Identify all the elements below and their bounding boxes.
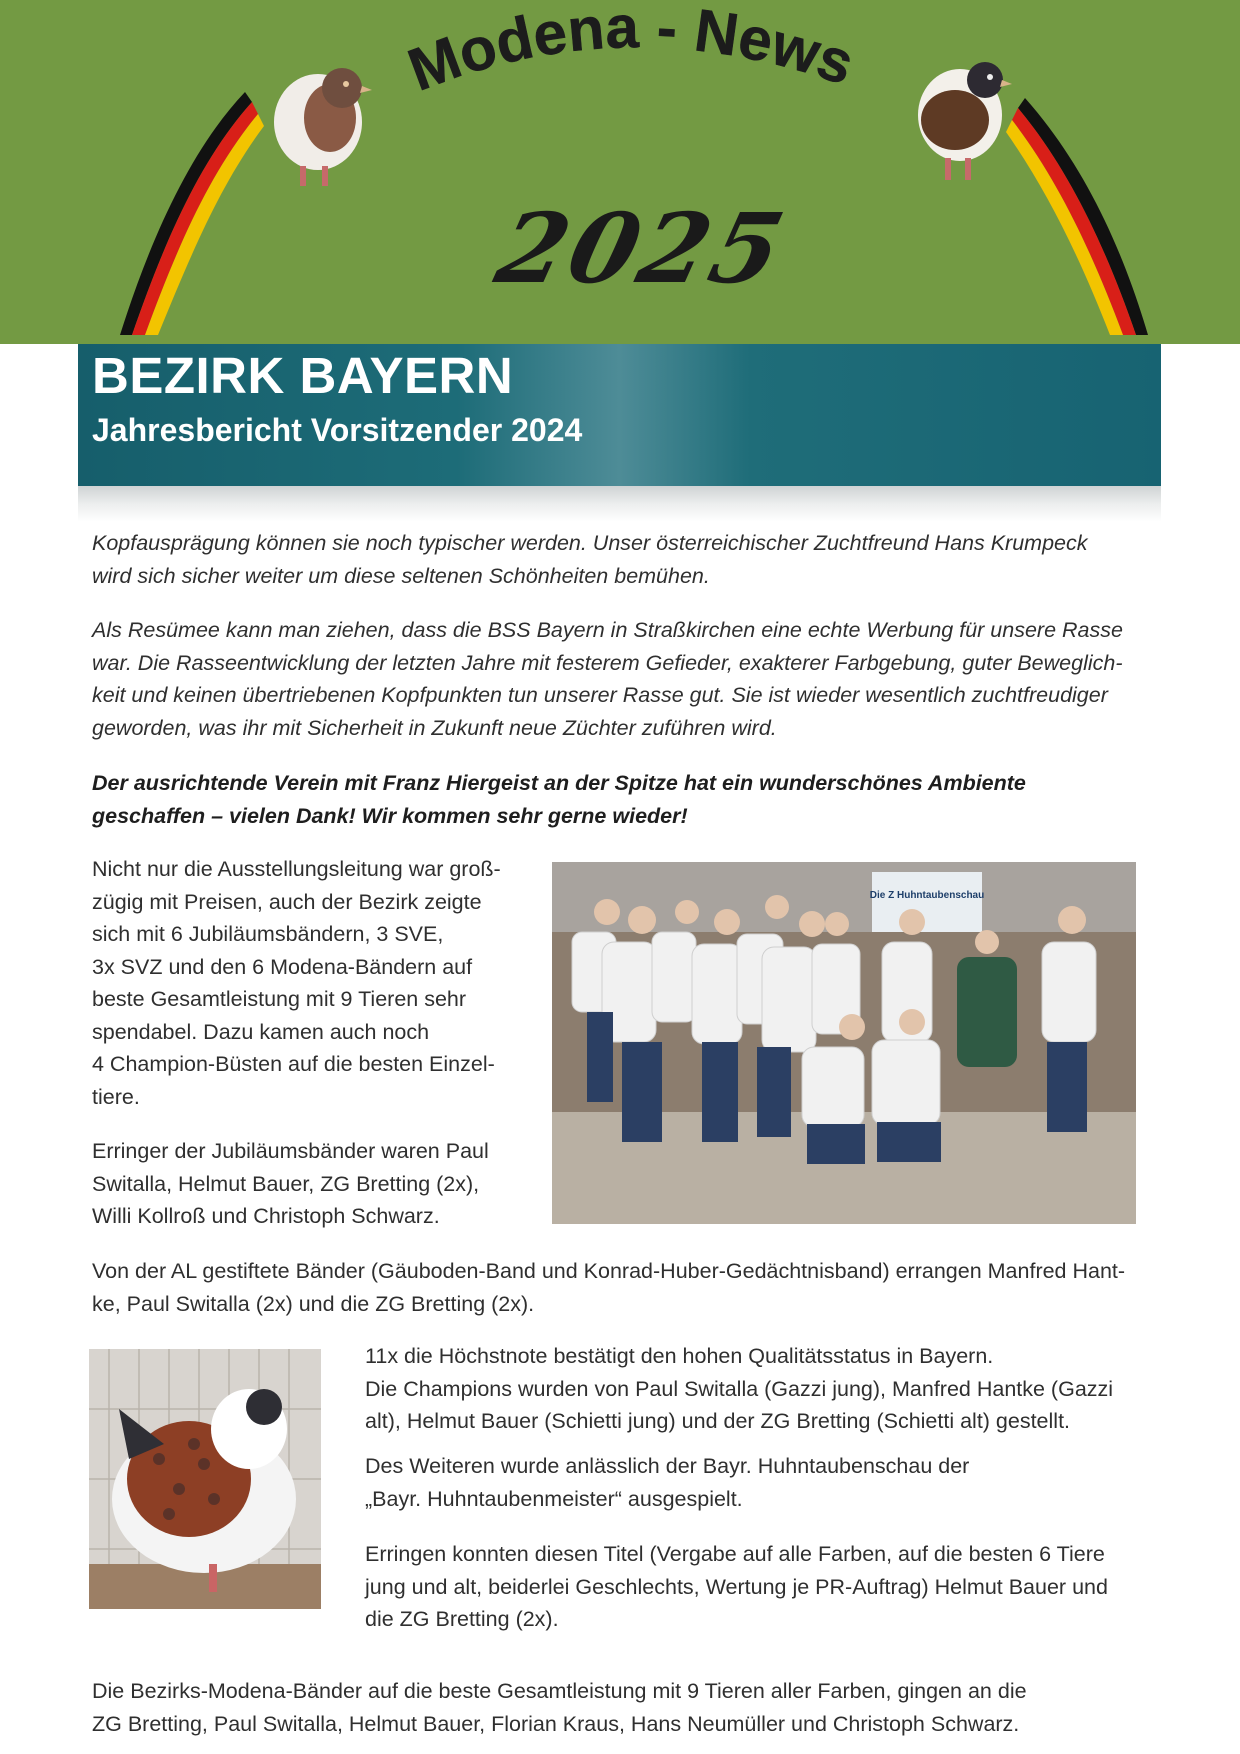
paragraph-thanks xyxy=(92,767,1172,832)
text-line: Die Bezirks-Modena-Bänder auf die beste Gesamtleistung mit 9 Tieren aller Farben, gingen an die xyxy=(92,1679,1027,1703)
german-flag-right-icon xyxy=(1006,98,1148,335)
text-line: beste Gesamtleistung mit 9 Tieren sehr xyxy=(92,987,467,1011)
paragraph-summary xyxy=(92,614,1172,744)
text-line: Nicht nur die Ausstellungsleitung war groß- xyxy=(92,857,501,881)
text-line: 3x SVZ und den 6 Modena-Bändern auf xyxy=(92,954,473,979)
banner-title: Modena - News xyxy=(399,0,862,104)
text-line: Die Champions wurden von Paul Switalla (Gazzi jung), Manfred Hantke (Gazzi xyxy=(365,1376,1114,1401)
text-line: Des Weiteren wurde anlässlich der Bayr. Huhntaubenschau der xyxy=(365,1454,970,1478)
text-line: Der ausrichtende Verein mit Franz Hiergeist an der Spitze hat ein wunderschönes Ambiente xyxy=(92,771,1026,795)
text-line: war. Die Rasseentwicklung der letzten Jahre mit festerem Gefieder, exakterer Farbgebung, guter Beweglich- xyxy=(92,650,1123,675)
group-photo xyxy=(552,862,1136,1224)
text-line: ke, Paul Switalla (2x) und die ZG Bretting (2x). xyxy=(92,1291,535,1316)
text-line: ZG Bretting, Paul Switalla, Helmut Bauer, Florian Kraus, Hans Neumüller und Christoph Schwarz. xyxy=(92,1711,1020,1736)
paragraph-al-bands xyxy=(92,1255,1172,1320)
section-title-bar xyxy=(78,344,1161,486)
german-flag-left-icon xyxy=(120,92,264,335)
text-line: spendabel. Dazu kamen auch noch xyxy=(92,1019,430,1044)
section-subtitle: Jahresbericht Vorsitzender 2024 xyxy=(92,412,583,448)
paragraph-head-shape xyxy=(92,527,1172,592)
header-banner xyxy=(0,0,1240,344)
text-line: Erringer der Jubiläumsbänder waren Paul xyxy=(92,1139,489,1163)
text-line: „Bayr. Huhntaubenmeister“ ausgespielt. xyxy=(365,1486,743,1511)
text-line: Von der AL gestiftete Bänder (Gäuboden-Band und Konrad-Huber-Gedächtnisband) errangen Manfred Hant- xyxy=(92,1259,1126,1283)
banner-year: 2025 xyxy=(486,191,798,305)
text-line: jung und alt, beiderlei Geschlechts, Wertung je PR-Auftrag) Helmut Bauer und xyxy=(365,1574,1108,1599)
text-line: geworden, was ihr mit Sicherheit in Zukunft neue Züchter zuführen wird. xyxy=(92,715,777,740)
pigeon-photo-image xyxy=(89,1349,321,1609)
paragraph-district-bands xyxy=(92,1675,1172,1740)
text-line: tiere. xyxy=(92,1084,140,1109)
title-bar-shadow xyxy=(78,486,1161,522)
pigeon-photo xyxy=(89,1349,321,1609)
section-title: BEZIRK BAYERN xyxy=(92,347,514,404)
paragraph-title-winners xyxy=(365,1538,1175,1636)
text-line: die ZG Bretting (2x). xyxy=(365,1607,559,1631)
text-line: sich mit 6 Jubiläumsbändern, 3 SVE, xyxy=(92,922,444,946)
photo-banner-text: Die Z Huhntaubenschau xyxy=(869,890,985,901)
paragraph-huhntauben xyxy=(365,1450,1175,1515)
text-line: Switalla, Helmut Bauer, ZG Bretting (2x), xyxy=(92,1171,480,1196)
text-line: alt), Helmut Bauer (Schietti jung) und der ZG Bretting (Schietti alt) gestellt. xyxy=(365,1409,1071,1433)
pigeon-right-icon xyxy=(918,62,1012,180)
text-line: Kopfausprägung können sie noch typischer werden. Unser österreichischer Zuchtfreund Hans Krumpeck xyxy=(92,531,1088,555)
text-line: wird sich sicher weiter um diese seltenen Schönheiten bemühen. xyxy=(92,563,710,588)
text-line: geschaffen – vielen Dank! Wir kommen sehr gerne wieder! xyxy=(92,803,688,828)
text-line: 11x die Höchstnote bestätigt den hohen Qualitätsstatus in Bayern. xyxy=(365,1344,994,1368)
paragraph-prizes xyxy=(92,853,542,1113)
text-line: Willi Kollroß und Christoph Schwarz. xyxy=(92,1204,440,1228)
text-line: 4 Champion-Büsten auf die besten Einzel- xyxy=(92,1052,495,1076)
paragraph-jubilee-winners xyxy=(92,1135,542,1233)
text-line: keit und keinen übertriebenen Kopfpunkten tun unserer Rasse gut. Sie ist wieder wesentlich zuchtfreudiger xyxy=(92,683,1108,707)
paragraph-champions xyxy=(365,1340,1175,1438)
pigeon-left-icon xyxy=(274,68,372,186)
text-line: zügig mit Preisen, auch der Bezirk zeigte xyxy=(92,889,482,914)
text-line: Erringen konnten diesen Titel (Vergabe auf alle Farben, auf die besten 6 Tiere xyxy=(365,1542,1105,1566)
text-line: Als Resümee kann man ziehen, dass die BSS Bayern in Straßkirchen eine echte Werbung für unsere Rasse xyxy=(92,618,1123,642)
banner-artwork xyxy=(0,0,1240,344)
group-photo-image xyxy=(552,862,1136,1224)
